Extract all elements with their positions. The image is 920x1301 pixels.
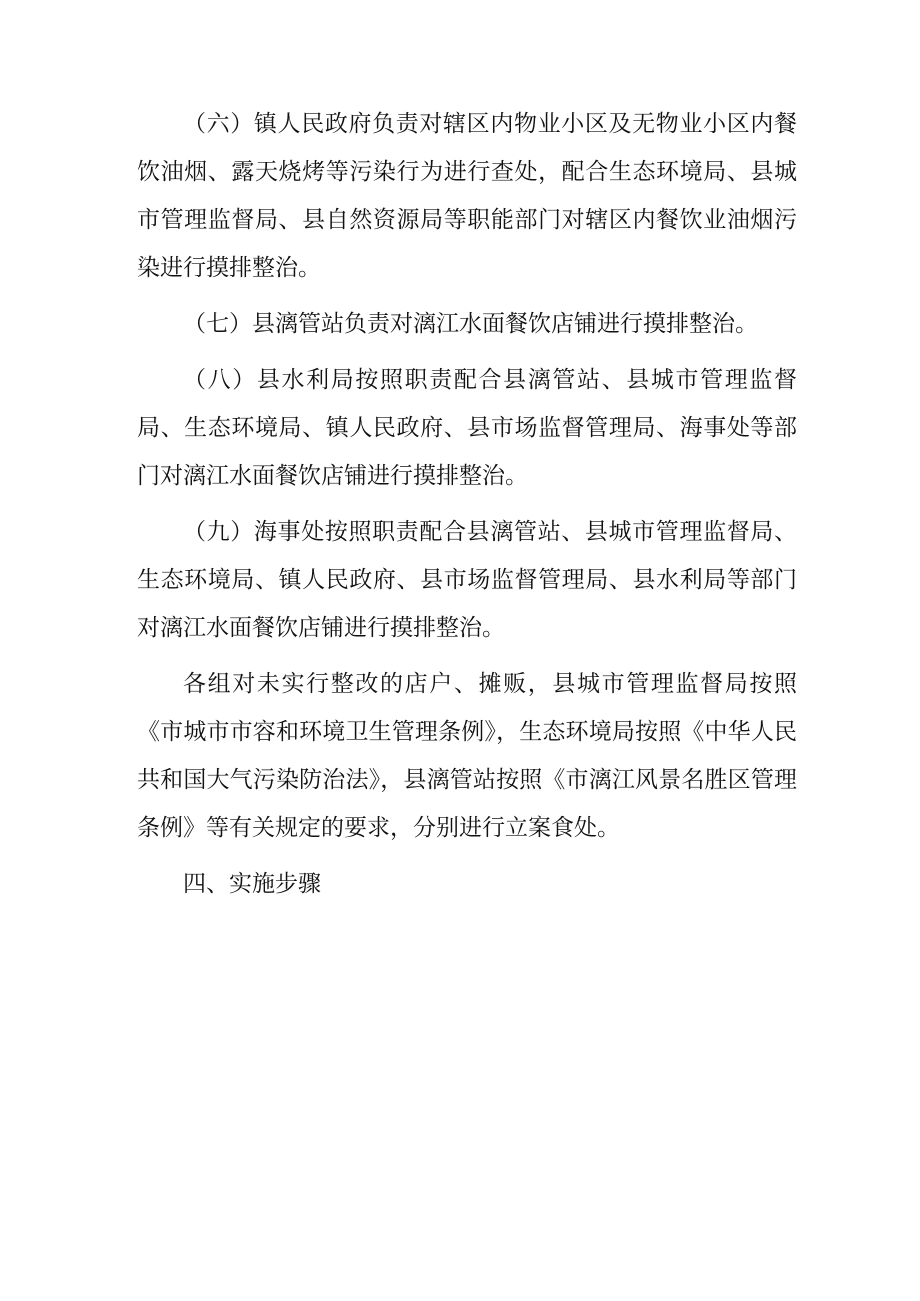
document-body xyxy=(137,100,797,908)
paragraph-maritime-office: （九）海事处按照职责配合县漓管站、县城市管理监督局、生态环境局、镇人民政府、县市场监督管理局、县水利局等部门对漓江水面餐饮店铺进行摸排整治。 xyxy=(137,519,797,641)
paragraph-enforcement: 各组对未实行整改的店户、摊贩，县城市管理监督局按照《市城市市容和环境卫生管理条例》，生态环境局按照《中华人民共和国大气污染防治法》，县漓管站按照《市漓江风景名胜区管理条例》等有关规定的要求，分别进行立案食处。 xyxy=(137,671,797,841)
paragraph-township-government: （六）镇人民政府负责对辖区内物业小区及无物业小区内餐饮油烟、露天烧烤等污染行为进行查处，配合生态环境局、县城市管理监督局、县自然资源局等职能部门对辖区内餐饮业油烟污染进行摸排整治。 xyxy=(137,111,797,281)
paragraph-li-management-station: （七）县漓管站负责对漓江水面餐饮店铺进行摸排整治。 xyxy=(183,311,758,337)
paragraph-water-resources-bureau: （八）县水利局按照职责配合县漓管站、县城市管理监督局、生态环境局、镇人民政府、县市场监督管理局、海事处等部门对漓江水面餐饮店铺进行摸排整治。 xyxy=(137,367,797,489)
section-heading-implementation-steps: 四、实施步骤 xyxy=(183,871,321,897)
